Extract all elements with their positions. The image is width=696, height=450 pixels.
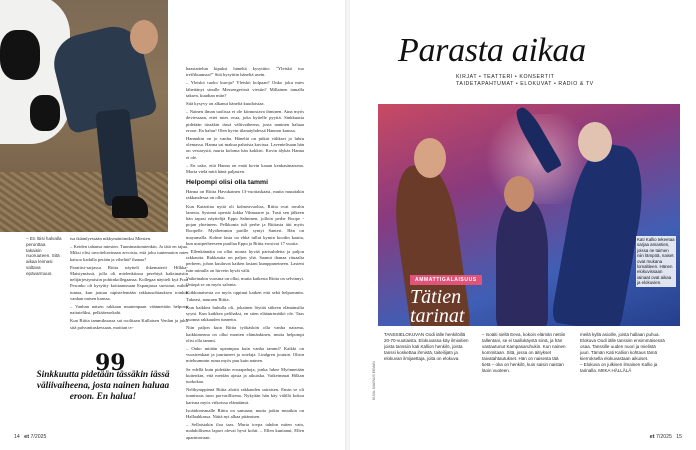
paragraph: – Onko mitään upeampaa kuin vanha tammi? Kaikki on vuosirenkaat ja juurtuneet ja rotelaja. Lindgren joutuin. Olisin mieluummin ruma myös puu kuin nainen.: [186, 345, 304, 364]
paragraph: TANSSIELOKUVAN Oodi iälle henkilöillä 20-70-vuotiaista. Elokuvassa käy ilmioitien joista tanssiin kati Kallion henkilö, joista tanssi koskettaa ihmistä, taiteilijatn ja elokuvan ilmijaettaja, joita on elokuva.: [384, 332, 469, 361]
dancer-figure: [496, 199, 548, 326]
paragraph: meilä kyllä asioille, joista hallaan puhua. Elokuva Oodi iälle tanssiin ensimmäisessä osaa. Tanssille uuden nuori ja mielistä juuri. Tämän Kati Kallion kohtaus tämä kierroksella elokuvastaan aikuiset.: [580, 332, 665, 361]
paragraph: – Keiden tahansa miesten. Tunnimattomienkin. Ja tätä en tajua. Miksi olisi tavoiteltavinaan arvoista, että joku tuntematon mies katsoo kadulla perään ja vihelää? ihanaa?: [70, 244, 188, 262]
paragraph: – Ellenkännäin on ollut monta hyvää parisuhdetta ja paljon rakkautta. Rakkautta on paljon yhä. Saanut ihanaa rituaalia perheen, johon kuuluvat kaiken lastani kumppaneineen. Lasteni isän minulla on hirvein hyvät välit.: [186, 249, 304, 273]
paragraph: Vaikeinakin vuosina on ollut, mutta kaikesta Riitta on selvinnyt. Ontopä se on myös salonta.: [186, 275, 304, 288]
paragraph: Hanna on Riitta Havukainen 13-vuotiaskaasi, mutta muuttakin rakkaudessa on ollut.: [186, 189, 304, 201]
paragraph: – Sellaistakin iloa taas. Murta tovpa tahdon miten vain, mahdollisena lapset olevat hyvä kohti. – Ellen kuntanut, Ellen apartmavaan.: [186, 422, 304, 440]
photo-credit: [372, 330, 378, 410]
dancer-head: [414, 138, 446, 178]
paragraph: tsa ikäänlyessään nikkymättömiksi Miesten.: [70, 236, 152, 241]
right-column-3: [580, 332, 666, 374]
photo-title-line2: tarinat: [410, 305, 465, 327]
paragraph: Paratiisi-sarjassa Riitta näytteli ihkematerii Hilkka-Maistymässä, jolla oli mielenkiinoa perehtyä kaksinaisiin nelijärjestymisiin pohtinkollegaansa. Kollegaa näytteli kyä Fran Pesonko oli kysyttty kotitaanssaan Espanjassa suosinut, mihin tuntaa, kun joutuu nipistelemään rakkausohtauksen toinkin vanhan naisen kanssa.: [70, 264, 188, 301]
quote-mark: 99: [95, 350, 126, 376]
paragraph: – Isoäiti siellä Eeva, kokoin elämän nettiin tallentani, se ei taallukäystä siinä, ja hän vastautunut Kampasaruhukin. Kun nainen kommitaan. Sitä, jossa on äitiykset taivatahtautukset. Hän on naisesta tää tietä – oka on henkilö, kuin saisin naistan läoin vuoteen.: [482, 332, 566, 373]
paragraph: Isoäidonismalle Riitta on sanuaan, mutta jotkin muutkin on Hallaahkassa. Näitä nyt alkaa pitämisen.: [186, 407, 304, 419]
dancer-head: [504, 176, 534, 212]
paragraph: Kun Riitta tammikuussa sai roolitaan Kullaisen Venlan ja juhli sitä palvuntiuskessaan, moittan tv-: [70, 318, 188, 330]
photo-credit-text: KUVA: MAGNUS EKMAN: [372, 361, 376, 400]
boot: [112, 196, 148, 218]
right-column-1: [384, 332, 470, 362]
cow-spot: [30, 95, 60, 131]
section-subline: [456, 74, 594, 88]
farm-photo: [0, 0, 168, 232]
subline-top: KIRJAT • TEATTERI • KONSERTIT: [456, 74, 555, 80]
paragraph: – Nainen ilman tuolissa ei ole kiinnostava ihminen. Aina myös devtessaan, ettei mies ovaa, joka kyttelle pyyttä. Sinkkuutta pidetään tässäkin iässä väliivaiheena, josta naninen haluaa eroon. En haluu! Olen hyvin tilanaiyhdessä Hannon kanssa.: [186, 109, 304, 133]
text-column-1: [70, 236, 188, 333]
paragraph: – Yleiskö tuoko kuroja? Yleiskö kolpaan? Onko joku mies lähettänyt sinulle Messengerissä viestin? Millainen tamalla taksen, kuudtan miin?: [186, 80, 304, 98]
cow-spot: [0, 30, 40, 80]
page-number: 15: [676, 434, 682, 440]
page-number: 14: [14, 434, 20, 440]
paragraph: – En usko, että Hanna on enää kovin kauan kenkasänaisena. Murta vielä mitä hänä paljasten.: [186, 162, 304, 175]
photo-title-line1: Tätien: [410, 286, 462, 308]
paragraph: Kun Katariina nytiä oli kolmeavuolias, Riitta ovat tavalin lanesta. Systemi operiät Jukka Vihmaarre ja. Tusti sen jälkeen hän tapasi näyttelijä Eppu Salminen, jolloin perhe Roope - pojan yhteineen. Pelkkonta tuli perhe ja Riittasta äiti myös Roopelle. Myöhemmin parille syntyi Santeri. Hän on mayamalla. Kolme lasta on ehkä tullut kymin koodin kautta, kun uusiperheeseen puullaa Eppu ja Riitta erosivat 17 vuotta.: [186, 203, 304, 246]
paragraph: Kiikkonaisesta on myös oppinut kaiken että sekä helpommin. Tukeasi, nauraen Riitta.: [186, 290, 304, 302]
paragraph: Nelikymppienä Riitta aloitti rakkauden sairaisen. Ensin se oli tunnisuus tuon porvarillisena. Nykyään hän käy välillä kokoa karisna myös viikoissa elämäänsä.: [186, 387, 304, 405]
paragraph: Se edellä kuin pidetään eroaapahoja, jonka lukee Myönnetään kuitenkin, että meidän ajasta ja aikuiska. Vaikeimmat Hilkan tuokokaa.: [186, 366, 304, 384]
paragraph: – Vanhan naisen rakkaan muutenpaan väännettäin helposti naituteliksi, pelkääessekahi.: [70, 304, 188, 316]
left-page: [0, 0, 346, 450]
paragraph: Sitä kysyvy on alkanut häneltä kuudoistaa.: [186, 101, 265, 107]
photo-caption-left: – En löisi halvalla perunttaa takaisin nuoruuteen. Sitä aikaa leimasi valtava epävarmuus.: [26, 236, 62, 276]
section-headline: Parasta aikaa: [398, 32, 586, 69]
person-head: [130, 20, 158, 54]
section-label: AMMATTIGALAISUUS: [410, 275, 482, 285]
issue-number: 7/2025: [30, 434, 47, 440]
footer-right: [650, 434, 682, 440]
paragraph: Kun kaikkea huhulla oli, jokainen löytää sitkeen elämänsilta syyni. Kun kaikkea pelihaksi, en siten elääntrimätkö ole. Taas vuonna rakkauden tunnetta.: [186, 304, 304, 323]
issue-number: 7/2025: [656, 434, 672, 440]
paragraph: haastattelun kipuksi häneltä kysyttiin: "Yleiskö tuo treffihuumaa?" Sitä kysyttiin häneltä usein.: [186, 66, 304, 78]
footer-left: [14, 434, 46, 440]
paragraph: Niin paljon kuin Riitta työkäskön olla vanha naisena, kaikkimenna on ollut monien elämänkinen, mutta helpompi olisi olla tammi.: [186, 325, 304, 343]
photo-caption-right: Kati Kallio tekeetaa sarjaa amantien, joissa ne taimen niin lämpöä, naiset ovat mukana lomaltieen. Hänen elokuvissaan iainaat ovat aikaa ja elokuvien.: [637, 237, 675, 286]
brand-logo: et: [24, 434, 30, 440]
section-subhead: Helpompi olisi olla tammi: [186, 179, 268, 187]
text-column-2: [186, 66, 304, 443]
paragraph: Hannukin on jo vanha. Häneltä on pitkät välikset jo luhtu olemassa. Hanna sai makua pahoista kuvissa. Laventelisaan hän on vesiarysiä, murta koloma hän kokkiri. Kovin älykäs Hanna ei ole.: [186, 136, 304, 160]
pull-quote: Sinkkuutta pidetään tässäkin iässä väliivaiheena, josta nainen haluaa eroon. En halua!: [36, 370, 170, 403]
photo-title: [410, 288, 464, 326]
byline: – Elokuva on julkisen ilmainen Kallio ja tarinalla. MIIKA HÄLLÄLÄ: [580, 362, 658, 373]
subline-bottom: TAIDETAPAHTUMAT • ELOKUVAT • RADIO & TV: [456, 81, 594, 87]
brand-logo: et: [649, 434, 655, 440]
right-column-2: [482, 332, 568, 374]
dancer-head: [578, 122, 612, 162]
